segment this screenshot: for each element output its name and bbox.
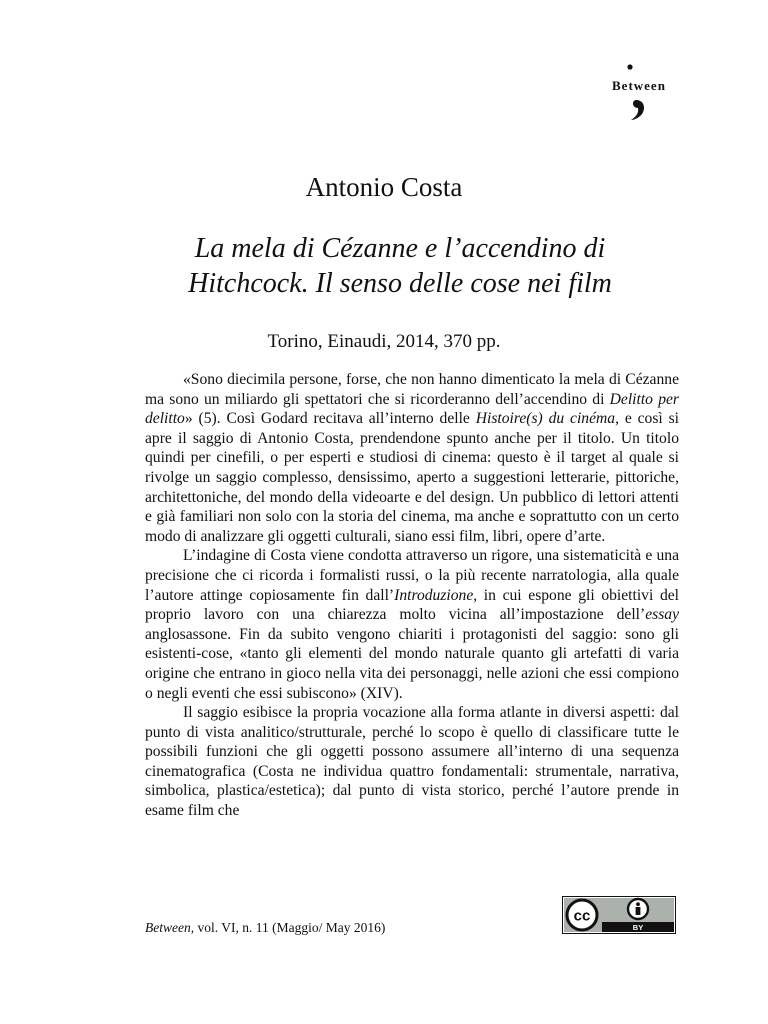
paragraph-text: » (5). Così Godard recitava all’interno delle: [184, 410, 476, 428]
publication-info: Torino, Einaudi, 2014, 370 pp.: [267, 331, 501, 352]
journal-logo: [612, 60, 682, 120]
paragraph-text: , e così si apre il saggio di Antonio Costa, prendendone spunto anche per il titolo. Un titolo quindi per cinefili, o per esperti e studiosi di cinema: questo è il target al quale si rivolge un saggio complesso, densissimo, aperto a suggestioni letterarie, pittoriche, architettoniche, del mondo della videoarte e del design. Un pubblico di lettori attenti e già familiari non solo con la storia del cinema, ma anche e soprattutto con un certo modo di analizzare gli oggetti culturali, siano essi film, libri, opere d’arte.: [145, 410, 679, 545]
italic-term: Introduzione: [394, 586, 474, 604]
logo-text: Between: [612, 78, 666, 93]
by-label: BY: [632, 923, 644, 933]
paragraph-text: L’indagine di Costa viene condotta attraverso un rigore, una sistematicità e una precisione che ci ricorda i formalisti russi, o la più recente narratologia, alla quale l’autore attinge copiosamente fin dall’: [145, 547, 679, 604]
paragraph: Il saggio esibisce la propria vocazione alla forma atlante in diversi aspetti: dal punto di vista analitico/strutturale, perché lo scopo è quello di classificare tutte le possibili funzioni che gli oggetti possono assumere all’interno di una sequenza cinematografica (Costa ne individua quattro fondamentali: strumentale, narrativa, simbolica, plastica/estetica); dal punto di vista storico, perché l’autore prende in esame film che: [145, 704, 679, 820]
author-name: Antonio Costa: [305, 172, 463, 202]
paragraph: [145, 370, 679, 546]
book-title: [100, 231, 700, 301]
film-title: Delitto per delitto: [145, 390, 680, 428]
footer-citation: [145, 919, 385, 937]
paragraph-text: «Sono diecimila persone, forse, che non hanno dimenticato la mela di Cézanne ma sono un miliardo gli spettatori che si ricorderanno dell’accendino di: [145, 371, 679, 408]
film-title: Histoire(s) du cinéma: [475, 410, 616, 428]
cc-label: cc: [573, 907, 591, 925]
journal-name: Between: [145, 920, 191, 935]
italic-term: essay: [645, 606, 679, 624]
paragraph-text: anglosassone. Fin da subito vengono chiariti i protagonisti del saggio: sono gli esistenti-cose, «tanto gli elementi del mondo naturale quanto gli artefatti di varia origine che entrano in gioco nella vita dei personaggi, nelle azioni che essi compiono o negli eventi che essi subiscono» (XIV).: [145, 625, 679, 702]
review-body: [145, 370, 679, 821]
book-title-line: Hitchcock. Il senso delle cose nei film: [188, 268, 612, 299]
issue-info: , vol. VI, n. 11 (Maggio/ May 2016): [190, 920, 386, 935]
paragraph: [145, 546, 679, 703]
paragraph-text: , in cui espone gli obiettivi del proprio lavoro con una chiarezza molto vicina all’impostazione dell’: [145, 586, 679, 624]
creative-commons-by-icon: [562, 896, 676, 934]
book-title-line: La mela di Cézanne e l’accendino di: [194, 233, 606, 264]
